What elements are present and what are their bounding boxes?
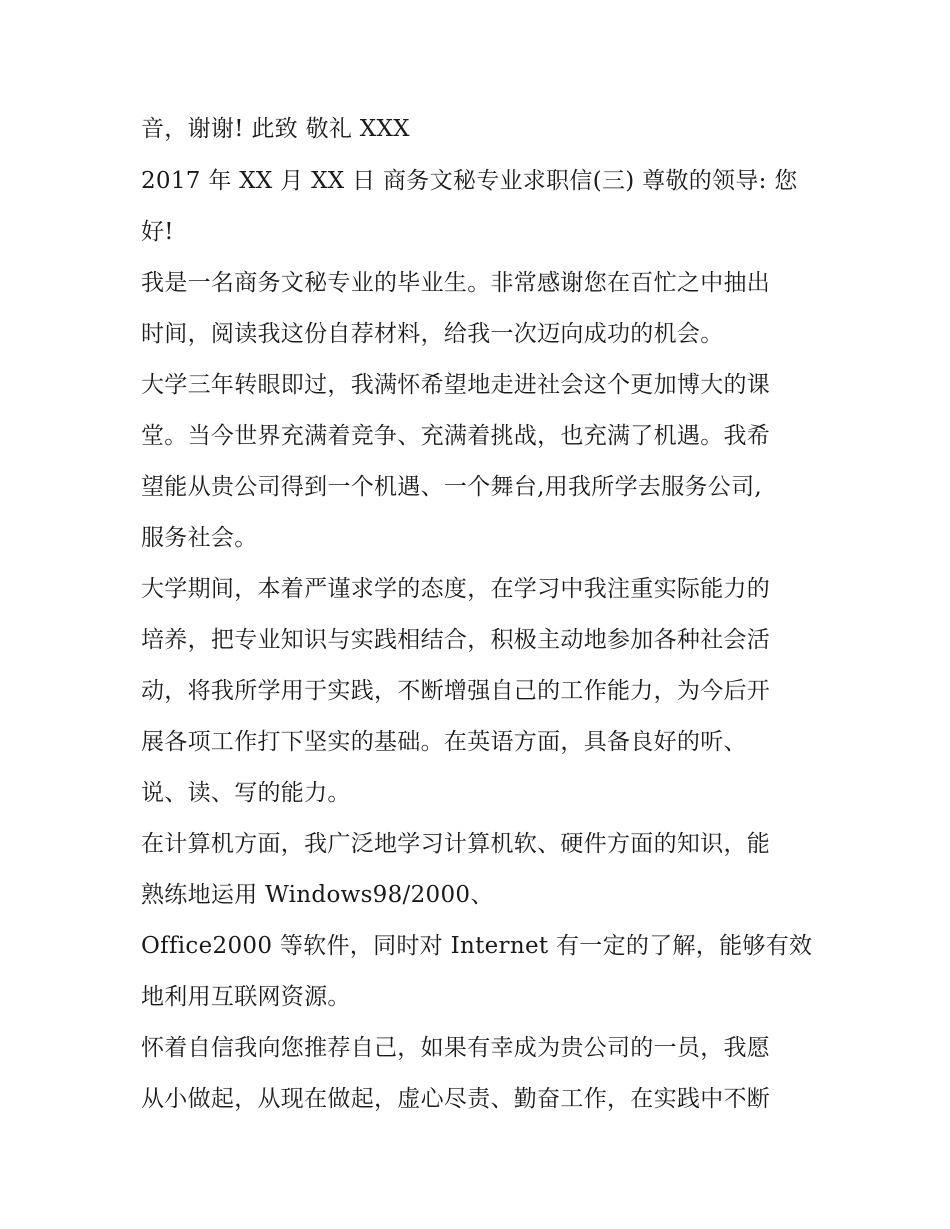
text-line: 从小做起，从现在做起，虚心尽责、勤奋工作，在实践中不断 (141, 1086, 771, 1112)
text-line: 服务社会。 (141, 525, 258, 551)
text-line: 熟练地运用 Windows98/2000、 (141, 882, 494, 908)
text-line: Office2000 等软件，同时对 Internet 有一定的了解，能够有效 (141, 933, 813, 959)
text-line: 音，谢谢! 此致 敬礼 XXX (141, 116, 410, 142)
text-line: 地利用互联网资源。 (141, 984, 351, 1010)
text-line: 动，将我所学用于实践，不断增强自己的工作能力，为今后开 (141, 678, 771, 704)
text-line: 大学三年转眼即过，我满怀希望地走进社会这个更加博大的课 (141, 372, 771, 398)
text-line: 我是一名商务文秘专业的毕业生。非常感谢您在百忙之中抽出 (141, 270, 771, 296)
text-line: 堂。当今世界充满着竞争、充满着挑战，也充满了机遇。我希 (141, 423, 771, 449)
text-line: 好! (141, 219, 174, 245)
text-line: 培养，把专业知识与实践相结合，积极主动地参加各种社会活 (141, 627, 771, 653)
text-line: 在计算机方面，我广泛地学习计算机软、硬件方面的知识，能 (141, 831, 771, 857)
text-line: 2017 年 XX 月 XX 日 商务文秘专业求职信(三) 尊敬的领导: 您 (141, 168, 798, 194)
text-line: 展各项工作打下坚实的基础。在英语方面，具备良好的听、 (141, 729, 747, 755)
text-line: 时间，阅读我这份自荐材料，给我一次迈向成功的机会。 (141, 321, 724, 347)
text-line: 怀着自信我向您推荐自己，如果有幸成为贵公司的一员，我愿 (141, 1035, 771, 1061)
text-line: 大学期间，本着严谨求学的态度，在学习中我注重实际能力的 (141, 576, 771, 602)
text-line: 说、读、写的能力。 (141, 780, 351, 806)
text-line: 望能从贵公司得到一个机遇、一个舞台,用我所学去服务公司, (141, 474, 763, 500)
